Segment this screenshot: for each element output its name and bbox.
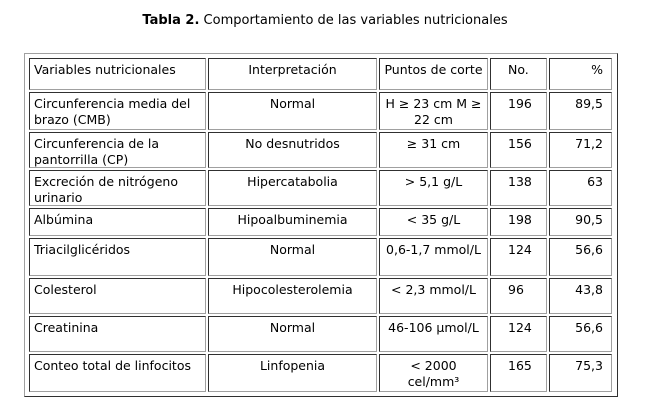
cell-count: 138 [490, 170, 547, 206]
cell-count: 196 [490, 92, 547, 130]
table-caption [0, 13, 650, 29]
cell-variable: Excreción de nitrógeno urinario [29, 170, 206, 206]
cell-percent: 75,3 [549, 354, 612, 392]
cell-cutoff: ≥ 31 cm [379, 132, 488, 168]
caption-label: Tabla 2. [142, 13, 200, 28]
cell-variable: Albúmina [29, 208, 206, 236]
cell-variable: Creatinina [29, 316, 206, 352]
cell-variable: Circunferencia de la pantorrilla (CP) [29, 132, 206, 168]
cell-cutoff: < 35 g/L [379, 208, 488, 236]
header-count: No. [490, 58, 547, 90]
cell-count: 165 [490, 354, 547, 392]
cell-interpretation: Linfopenia [208, 354, 377, 392]
cell-interpretation: No desnutridos [208, 132, 377, 168]
cell-count: 124 [490, 238, 547, 276]
cell-variable: Triacilglicéridos [29, 238, 206, 276]
cell-count: 124 [490, 316, 547, 352]
cell-cutoff: < 2000 cel/mm³ [379, 354, 488, 392]
cell-interpretation: Hipercatabolia [208, 170, 377, 206]
cell-percent: 43,8 [549, 278, 612, 314]
cell-variable: Colesterol [29, 278, 206, 314]
nutrition-table [24, 53, 618, 397]
cell-percent: 90,5 [549, 208, 612, 236]
cell-percent: 56,6 [549, 316, 612, 352]
cell-count: 198 [490, 208, 547, 236]
cell-percent: 63 [549, 170, 612, 206]
cell-percent: 71,2 [549, 132, 612, 168]
cell-percent: 89,5 [549, 92, 612, 130]
header-percent: % [549, 58, 612, 90]
cell-interpretation: Normal [208, 238, 377, 276]
cell-percent: 56,6 [549, 238, 612, 276]
cell-interpretation: Hipoalbuminemia [208, 208, 377, 236]
header-cutoff: Puntos de corte [379, 58, 488, 90]
cell-count: 96 [490, 278, 547, 314]
header-interpretation: Interpretación [208, 58, 377, 90]
cell-cutoff: H ≥ 23 cm M ≥ 22 cm [379, 92, 488, 130]
cell-cutoff: 0,6-1,7 mmol/L [379, 238, 488, 276]
caption-title: Comportamiento de las variables nutricionales [199, 13, 508, 28]
cell-variable: Circunferencia media del brazo (CMB) [29, 92, 206, 130]
cell-count: 156 [490, 132, 547, 168]
cell-interpretation: Hipocolesterolemia [208, 278, 377, 314]
cell-interpretation: Normal [208, 316, 377, 352]
cell-cutoff: < 2,3 mmol/L [379, 278, 488, 314]
header-variable: Variables nutricionales [29, 58, 206, 90]
cell-interpretation: Normal [208, 92, 377, 130]
cell-cutoff: > 5,1 g/L [379, 170, 488, 206]
cell-variable: Conteo total de linfocitos [29, 354, 206, 392]
cell-cutoff: 46-106 µmol/L [379, 316, 488, 352]
